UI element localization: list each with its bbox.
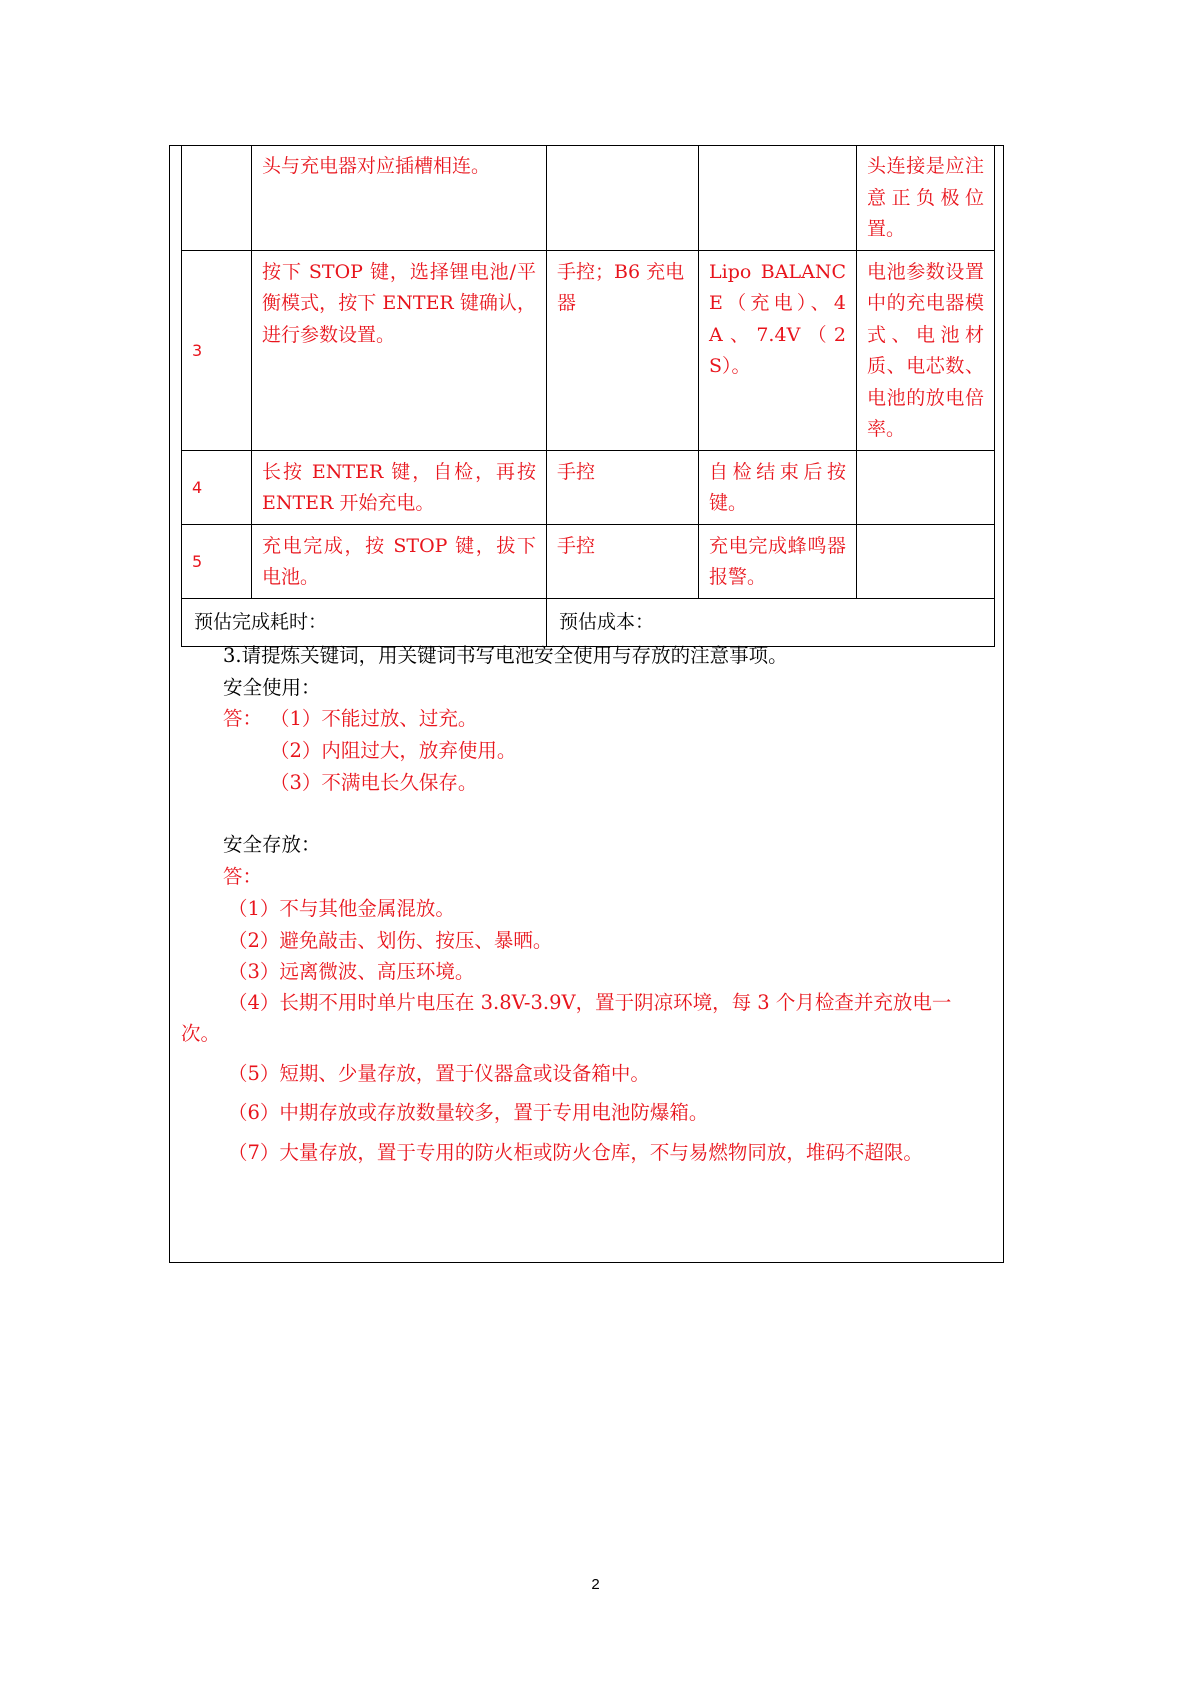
step-action: 头与充电器对应插槽相连。 xyxy=(252,145,547,250)
question-prompt: 3.请提炼关键词，用关键词书写电池安全使用与存放的注意事项。 xyxy=(223,644,788,667)
step-number: 4 xyxy=(182,450,252,524)
step-param xyxy=(699,145,857,250)
use-item: （1）不能过放、过充。 xyxy=(270,707,478,730)
steps-table xyxy=(181,145,995,647)
store-item: （2）避免敲击、划伤、按压、暴晒。 xyxy=(228,929,553,952)
step-tool: 手控 xyxy=(547,524,699,598)
store-item: （1）不与其他金属混放。 xyxy=(228,897,455,920)
step-note xyxy=(857,450,995,524)
step-param: Lipo BALANCE（充电）、4A、7.4V（2S）。 xyxy=(699,250,857,450)
step-note xyxy=(857,524,995,598)
store-item: （6）中期存放或存放数量较多，置于专用电池防爆箱。 xyxy=(228,1101,709,1124)
use-item: （3）不满电长久保存。 xyxy=(270,771,478,794)
store-item: （7）大量存放，置于专用的防火柜或防火仓库，不与易燃物同放，堆码不超限。 xyxy=(228,1141,923,1164)
step-action: 充电完成，按 STOP 键，拔下电池。 xyxy=(252,524,547,598)
estimated-time-label: 预估完成耗时： xyxy=(182,598,547,646)
step-number: 3 xyxy=(182,250,252,450)
table-row xyxy=(182,524,995,598)
store-item: （5）短期、少量存放，置于仪器盒或设备箱中。 xyxy=(228,1062,650,1085)
step-tool xyxy=(547,145,699,250)
step-note: 电池参数设置中的充电器模式、电池材质、电芯数、电池的放电倍率。 xyxy=(857,250,995,450)
step-tool: 手控 xyxy=(547,450,699,524)
step-number: 5 xyxy=(182,524,252,598)
store-item: （4）长期不用时单片电压在 3.8V-3.9V，置于阴凉环境，每 3 个月检查并充放电一 xyxy=(228,991,952,1014)
table-row xyxy=(182,145,995,250)
estimated-cost-label: 预估成本： xyxy=(547,598,995,646)
use-heading: 安全使用： xyxy=(223,676,321,699)
use-item: （2）内阻过大，放弃使用。 xyxy=(270,739,517,762)
page-number: 2 xyxy=(591,1576,600,1593)
store-item-continuation: 次。 xyxy=(181,1022,221,1045)
step-action: 按下 STOP 键，选择锂电池/平衡模式，按下 ENTER 键确认，进行参数设置。 xyxy=(252,250,547,450)
step-tool: 手控；B6 充电器 xyxy=(547,250,699,450)
table-row xyxy=(182,250,995,450)
step-note: 头连接是应注意正负极位置。 xyxy=(857,145,995,250)
step-param: 自检结束后按键。 xyxy=(699,450,857,524)
use-answer-label: 答： xyxy=(223,707,263,730)
table-footer-row xyxy=(182,598,995,646)
store-answer-label: 答： xyxy=(223,865,263,888)
step-param: 充电完成蜂鸣器报警。 xyxy=(699,524,857,598)
step-action: 长按 ENTER 键，自检，再按 ENTER 开始充电。 xyxy=(252,450,547,524)
step-number xyxy=(182,145,252,250)
store-heading: 安全存放： xyxy=(223,833,321,856)
table-row xyxy=(182,450,995,524)
store-item: （3）远离微波、高压环境。 xyxy=(228,960,475,983)
